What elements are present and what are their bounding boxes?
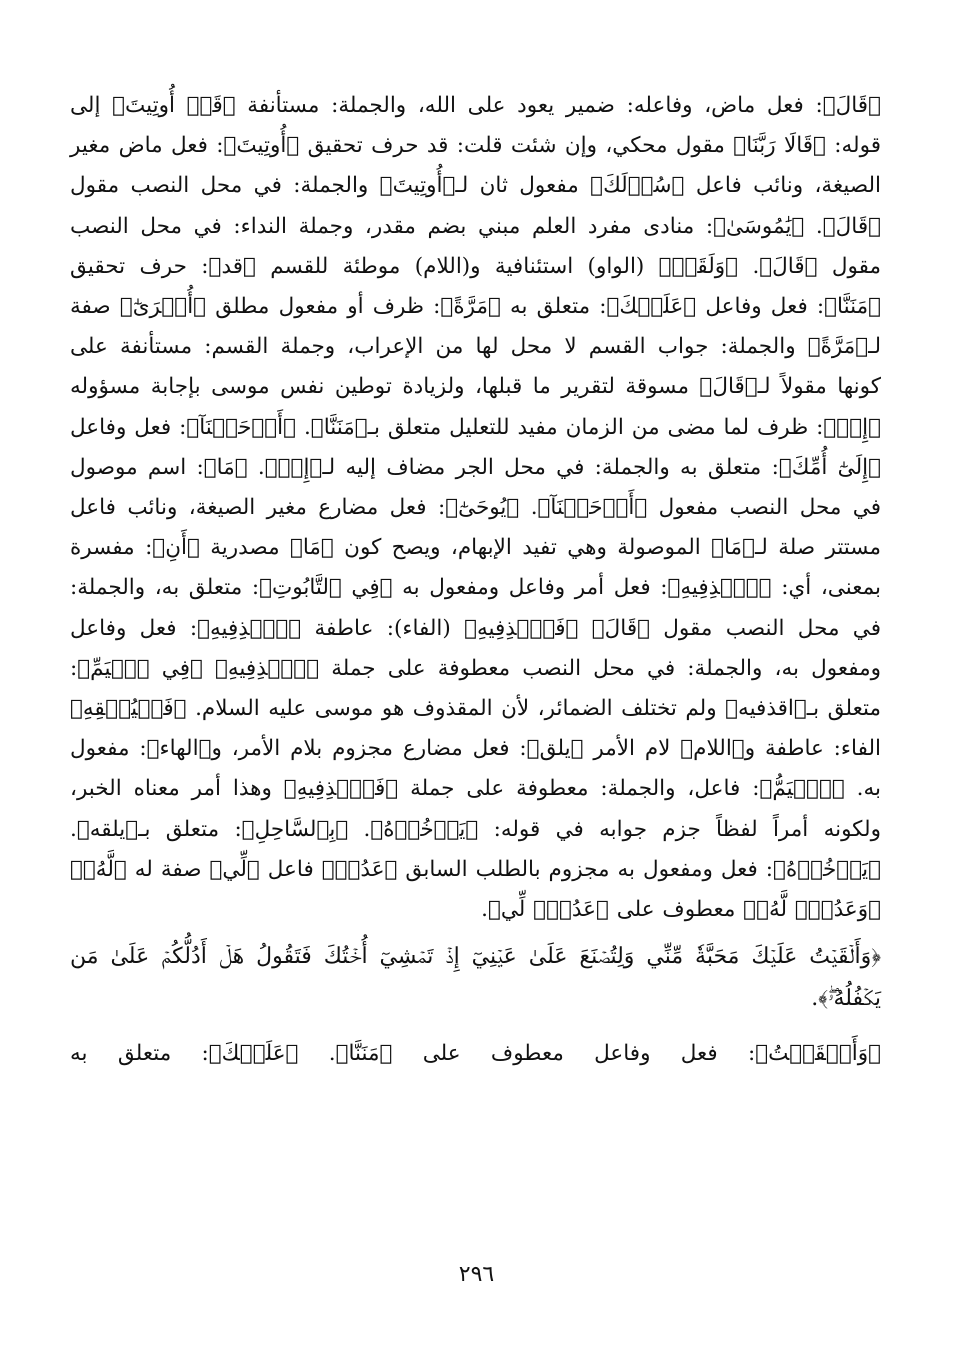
- commentary-paragraph: ﴿قَالَ﴾: فعل ماض، وفاعله: ضمير يعود على الله، والجملة: مستأنفة ﴿قَدۡ أُوتِيتَ﴾ إلى قوله: ﴿قَالَا رَبَّنَا﴾ مقول محكي، وإن شئت قلت: قد حرف تحقيق ﴿أُوتِيتَ﴾: فعل ماض مغير الصيغة، ونائب فاعل ﴿سُؤۡلَكَ﴾ مفعول ثان لـ﴿أُوتِيتَ﴾ والجملة: في محل النصب مقول ﴿قَالَ﴾. ﴿يَٰمُوسَىٰ﴾: منادى مفرد العلم مبني بضم مقدر، وجملة النداء: في محل النصب مقول ﴿قَالَ﴾. ﴿وَلَقَدۡ﴾ (الواو) استئنافية و(اللام) موطئة للقسم ﴿قد﴾: حرف تحقيق ﴿مَنَنَّا﴾: فعل وفاعل ﴿عَلَيۡكَ﴾: متعلق به ﴿مَرَّةً﴾: ظرف أو مفعول مطلق ﴿أُخۡرَىٰٓ﴾ صفة لـ﴿مَرَّةً﴾ والجملة: جواب القسم لا محل لها من الإعراب، وجملة القسم: مستأنفة على كونها مقولاً لـ﴿قَالَ﴾ مسوقة لتقرير ما قبلها، ولزيادة توطين نفس موسى بإجابة مسؤوله ﴿إِذۡ﴾: ظرف لما مضى من الزمان مفيد للتعليل متعلق بـ﴿مَنَنَّا﴾. ﴿أَوۡحَيۡنَآ﴾: فعل وفاعل ﴿إِلَىٰٓ أُمِّكَ﴾: متعلق به والجملة: في محل الجر مضاف إليه لـ﴿إِذۡ﴾. ﴿مَا﴾: اسم موصول في محل النصب مفعول ﴿أَوۡحَيۡنَآ﴾. ﴿يُوحَىٰٓ﴾: فعل مضارع مغير الصيغة، ونائب فاعل مستتر صلة لـ﴿مَا﴾ الموصولة وهي تفيد الإبهام، ويصح كون ﴿مَا﴾ مصدرية ﴿أَنِ﴾: مفسرة بمعنى، أي: ﴿ٱقۡذِفِيهِ﴾: فعل أمر وفاعل ومفعول به ﴿فِي ٱلتَّابُوتِ﴾: متعلق به، والجملة: في محل النصب مقول ﴿قَالَ﴾ ﴿فَٱقۡذِفِيهِ﴾ (الفاء): عاطفة ﴿ٱقۡذِفِيهِ﴾: فعل وفاعل ومفعول به، والجملة: في محل النصب معطوفة على جملة ﴿ٱقۡذِفِيهِ﴾ ﴿فِي ٱلۡيَمِّ﴾: متعلق بـ﴿اقذفيه﴾ ولم تختلف الضمائر، لأن المقذوف هو موسى عليه السلام. ﴿فَلۡيُلۡقِهِ﴾ الفاء: عاطفة و﴿اللام﴾ لام الأمر ﴿يلق﴾: فعل مضارع مجزوم بلام الأمر، و﴿الهاء﴾: مفعول به. ﴿ٱلۡيَمُّ﴾: فاعل، والجملة: معطوفة على جملة ﴿فَٱقۡذِفِيهِ﴾ وهذا أمر معناه الخبر، ولكونه أمراً لفظاً جزم جوابه في قوله: ﴿يَأۡخُذۡهُ﴾. ﴿بِٱلسَّاحِلِ﴾: متعلق بـ﴿يلقه﴾. ﴿يَأۡخُذۡهُ﴾: فعل ومفعول به مجزوم بالطلب السابق ﴿عَدُوٞ﴾ فاعل ﴿لِّي﴾ صفة له ﴿لَّهُۥ﴾ ﴿وَعَدُوّٞ لَّهُۥ﴾ معطوف على ﴿عَدُوّٞ لِّي﴾.: [70, 93, 881, 923]
- commentary-continuation: ﴿وَأَلۡقَيۡتُ﴾: فعل وفاعل معطوف على ﴿مَنَنَّا﴾. ﴿عَلَيۡكَ﴾: متعلق به: [70, 1041, 881, 1067]
- page-content: [70, 86, 881, 1074]
- quran-verse: ﴿وَأَلۡقَيۡتُ عَلَيۡكَ مَحَبَّةٗ مِّنِّي وَلِتُصۡنَعَ عَلَىٰ عَيۡنِيٓ إِذۡ تَمۡشِيٓ أُخۡتُكَ فَتَقُولُ هَلۡ أَدُلُّكُمۡ عَلَىٰ مَن يَكۡفُلُهُۥۖ﴾.: [70, 944, 881, 1012]
- page-number: ٢٩٦: [458, 1262, 495, 1287]
